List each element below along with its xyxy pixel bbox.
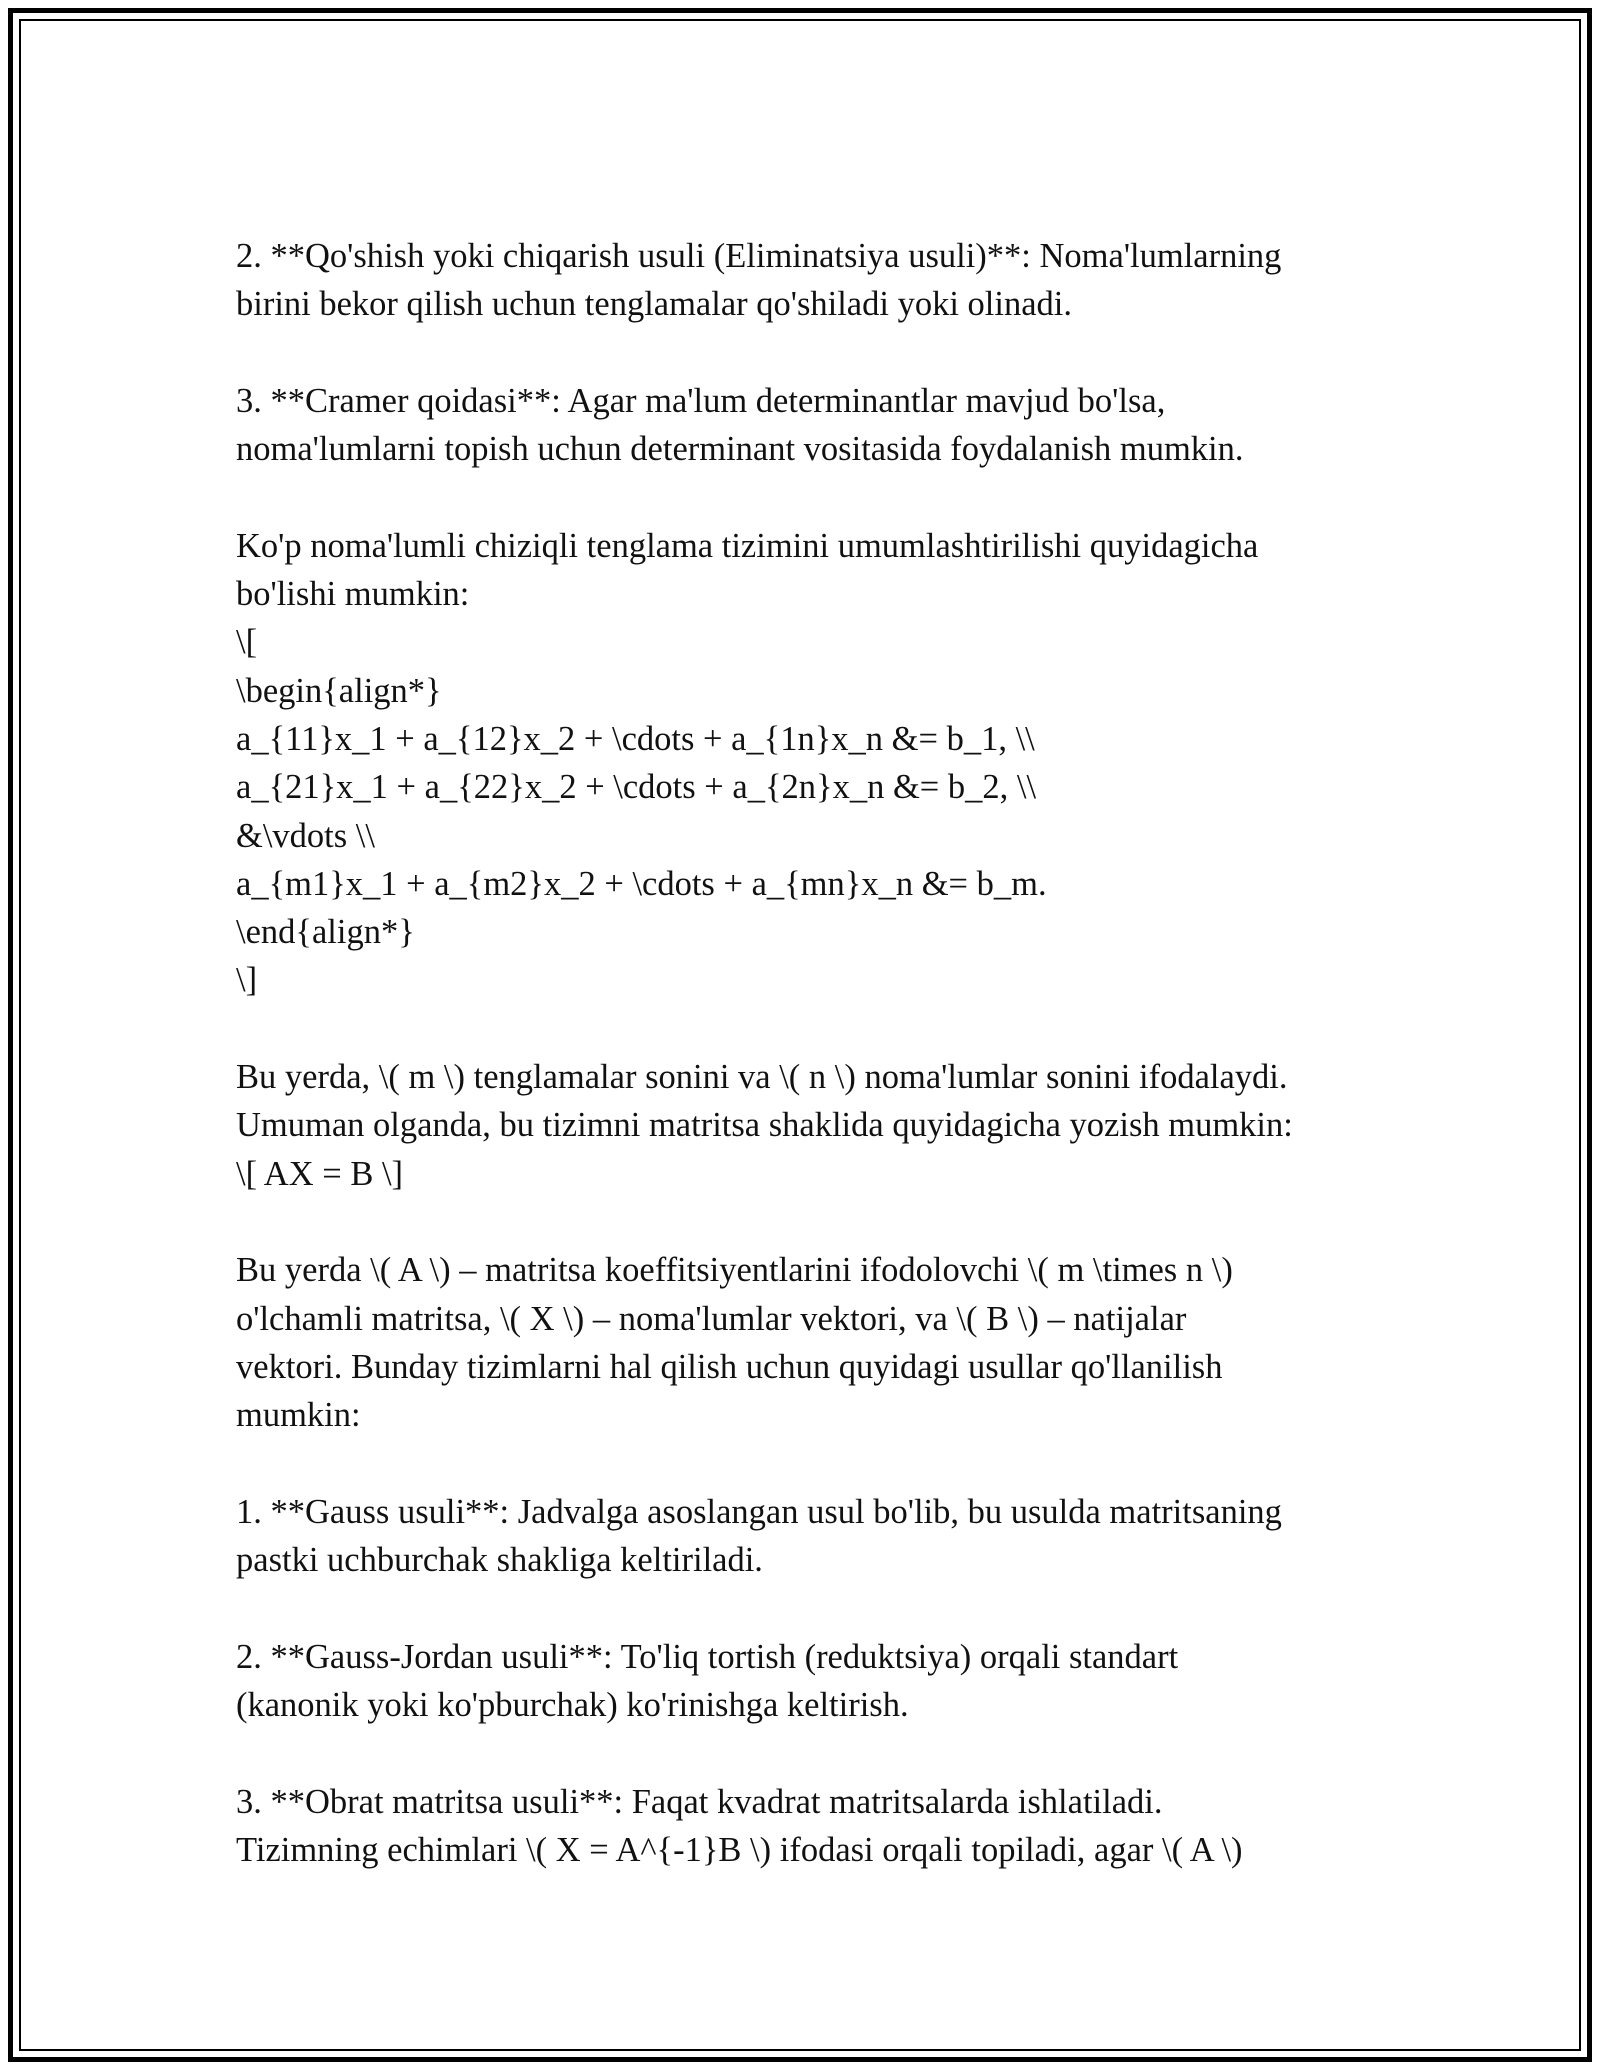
- math-line: a_{m1}x_1 + a_{m2}x_2 + \cdots + a_{mn}x_n &= b_m.: [236, 864, 1047, 903]
- text-line: mumkin:: [236, 1396, 361, 1435]
- blank-line: [236, 1439, 1386, 1487]
- text-line: 2. **Qo'shish yoki chiqarish usuli (Eliminatsiya usuli)**: Noma'lumlarning: [236, 237, 1282, 275]
- math-line: a_{11}x_1 + a_{12}x_2 + \cdots + a_{1n}x_n &= b_1, \\: [236, 719, 1035, 758]
- text-line: birini bekor qilish uchun tenglamalar qo'shiladi yoki olinadi.: [236, 285, 1072, 324]
- document-body: [236, 232, 1386, 1874]
- text-line: vektori. Bunday tizimlarni hal qilish uchun quyidagi usullar qo'llanilish: [236, 1347, 1223, 1386]
- text-line: 2. **Gauss-Jordan usuli**: To'liq tortish (reduktsiya) orqali standart: [236, 1637, 1179, 1676]
- math-line: \end{align*}: [236, 913, 415, 952]
- math-line: \[: [236, 623, 258, 662]
- blank-line: [236, 329, 1386, 377]
- text-line: Bu yerda \( A \) – matritsa koeffitsiyentlarini ifodolovchi \( m \times n \): [236, 1251, 1233, 1290]
- text-line: bo'lishi mumkin:: [236, 575, 470, 614]
- text-line: 3. **Obrat matritsa usuli**: Faqat kvadrat matritsalarda ishlatiladi.: [236, 1782, 1163, 1821]
- text-line: (kanonik yoki ko'pburchak) ko'rinishga keltirish.: [236, 1685, 909, 1724]
- text-line: pastki uchburchak shakliga keltiriladi.: [236, 1541, 763, 1580]
- math-line: &\vdots \\: [236, 816, 375, 855]
- text-line: 1. **Gauss usuli**: Jadvalga asoslangan usul bo'lib, bu usulda matritsaning: [236, 1492, 1282, 1531]
- blank-line: [236, 1729, 1386, 1777]
- blank-line: [236, 1198, 1386, 1246]
- text-line: o'lchamli matritsa, \( X \) – noma'lumlar vektori, va \( B \) – natijalar: [236, 1299, 1187, 1338]
- text-line: noma'lumlarni topish uchun determinant vositasida foydalanish mumkin.: [236, 430, 1244, 469]
- text-line: Umuman olganda, bu tizimni matritsa shaklida quyidagicha yozish mumkin:: [236, 1106, 1293, 1145]
- math-line: a_{21}x_1 + a_{22}x_2 + \cdots + a_{2n}x_n &= b_2, \\: [236, 768, 1037, 807]
- text-line: Bu yerda, \( m \) tenglamalar sonini va \( n \) noma'lumlar sonini ifodalaydi.: [236, 1058, 1288, 1097]
- math-line: \begin{align*}: [236, 671, 442, 710]
- math-line: \]: [236, 961, 258, 1000]
- blank-line: [236, 1005, 1386, 1053]
- text-line: Ko'p noma'lumli chiziqli tenglama tizimini umumlashtirilishi quyidagicha: [236, 526, 1259, 565]
- blank-line: [236, 1584, 1386, 1632]
- blank-line: [236, 473, 1386, 521]
- text-line: 3. **Cramer qoidasi**: Agar ma'lum determinantlar mavjud bo'lsa,: [236, 381, 1166, 420]
- math-line: \[ AX = B \]: [236, 1154, 404, 1193]
- text-line: Tizimning echimlari \( X = A^{-1}B \) ifodasi orqali topiladi, agar \( A \): [236, 1830, 1243, 1869]
